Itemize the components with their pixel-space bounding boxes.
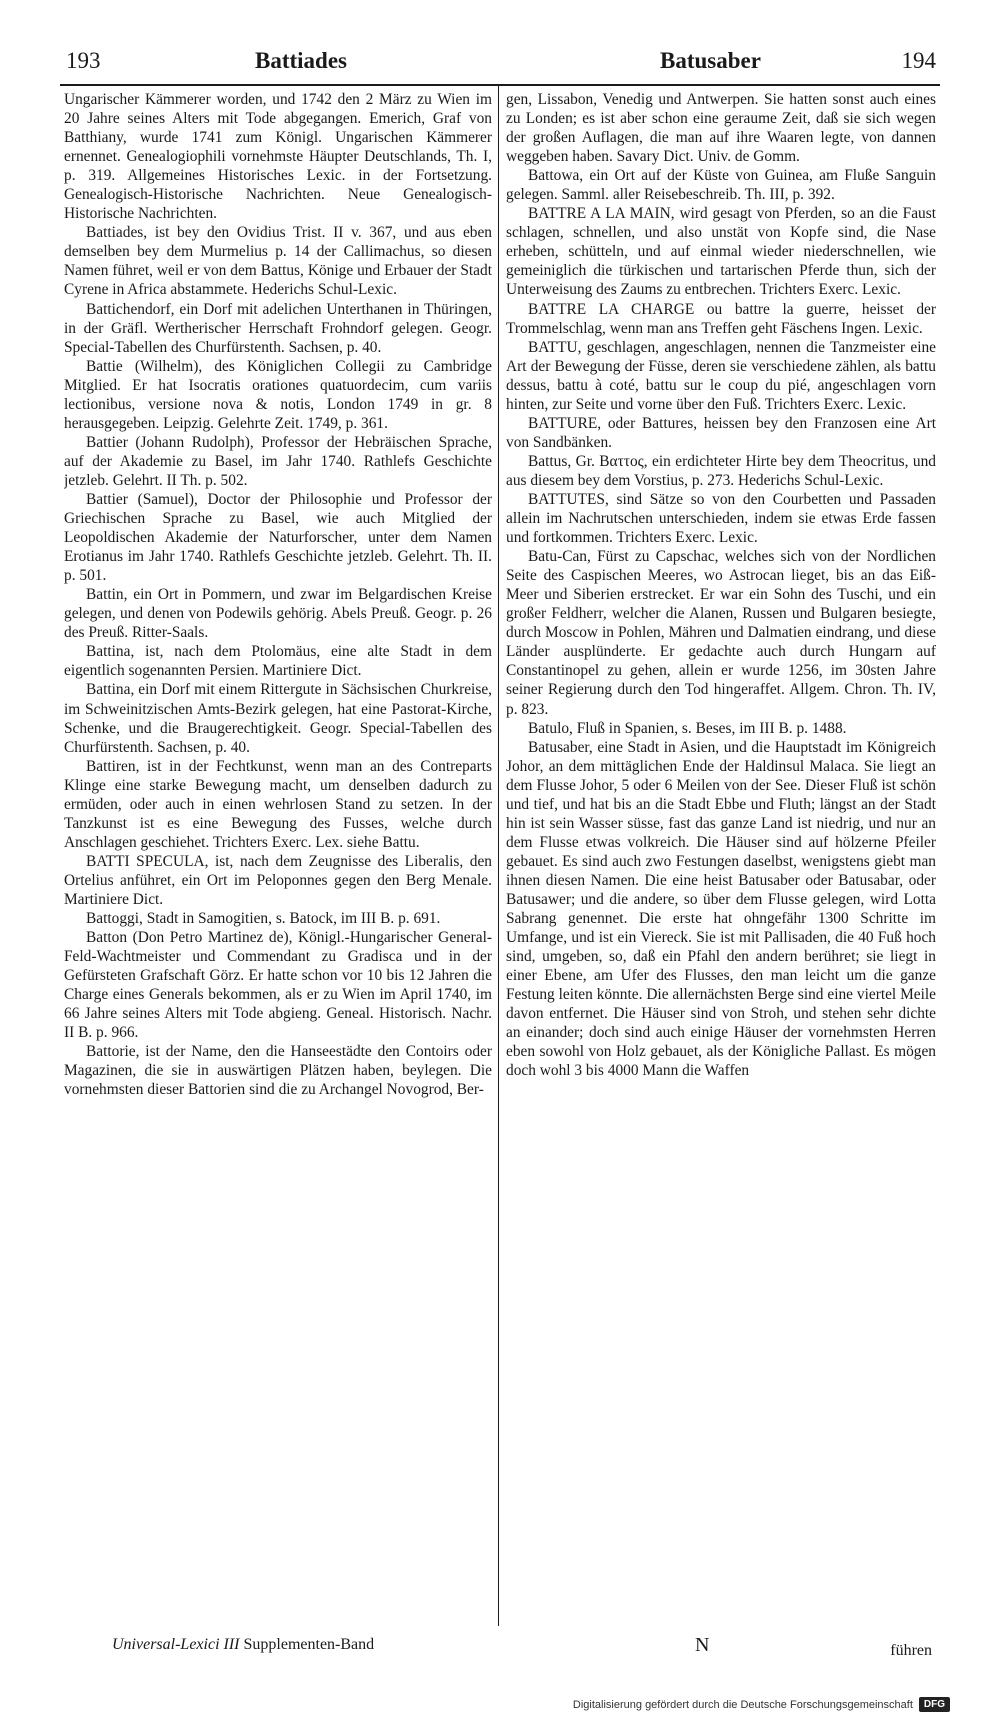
right-column xyxy=(506,90,936,1630)
dictionary-entry: BATTRE A LA MAIN, wird gesagt von Pferden, so an die Faust schlagen, schnellen, und also unstät von Kopfe sind, die Nase erheben, schütteln, und auf einmal wieder niederschnellen, wie gemeiniglich die türkischen und tartarischen Pferde thun, sich der Unterweisung des Zaums zu entbrechen. Trichters Exerc. Lexic. xyxy=(506,205,936,299)
dictionary-entry: Batton (Don Petro Martinez de), Königl.-Hungarischer General-Feld-Wachtmeister und Commendant zu Gradisca und in der Gefürsteten Grafschaft Görz. Er hatte schon vor 10 bis 12 Jahren die Charge eines Generals bekommen, als er zu Wien im April 1740, im 66 Jahre seines Alters mit Tode abgieng. Geneal. Historisch. Nachr. II B. p. 966. xyxy=(64,929,492,1042)
book-page xyxy=(60,40,940,1665)
header-rule xyxy=(60,84,940,86)
dictionary-entry: Battiren, ist in der Fechtkunst, wenn man an des Contreparts Klinge eine starke Bewegung macht, um denselben dadurch zu ermüden, oder auch in einen wehrlosen Stand zu setzen. In der Tanzkunst ist es eine Bewegung des Fusses, welche durch Anschlagen geschiehet. Trichters Exerc. Lex. siehe Battu. xyxy=(64,757,492,851)
page-footer xyxy=(60,1634,940,1664)
dictionary-entry: Battiades, ist bey den Ovidius Trist. II v. 367, und aus eben demselben bey dem Murmelius p. 14 der Callimachus, so diesen Namen führet, weil er von dem Battus, Könige und Erbauer der Stadt Cyrene in Africa abstammete. Hederichs Schul-Lexic. xyxy=(64,224,492,299)
dictionary-entry: Battoggi, Stadt in Samogitien, s. Batock, im III B. p. 691. xyxy=(86,910,441,928)
catchword: führen xyxy=(890,1642,932,1659)
dictionary-entry: Battier (Samuel), Doctor der Philosophie und Professor der Griechischen Sprache zu Basel, wie auch Mitglied der Leopoldischen Akademie der Naturforscher, unter dem Namen Erotianus im Jahr 1740. Rathlefs Geschichte jetzleb. Gelehrt. Th. II. p. 501. xyxy=(64,490,492,585)
signature-mark: N xyxy=(695,1634,710,1656)
page-number-left: 193 xyxy=(66,48,101,73)
dictionary-entry: Battichendorf, ein Dorf mit adelichen Unterthanen in Thüringen, in der Gräfl. Wertherischer Herrschaft Frohndorf gelegen. Geogr. Special-Tabellen des Churfürstenth. Sachsen, p. 40. xyxy=(64,300,492,356)
dictionary-entry: Battie (Wilhelm), des Königlichen Collegii zu Cambridge Mitglied. Er hat Isocratis orationes quatuordecim, cum variis lectionibus, versione nova & notis, London 1749 in gr. 8 herausgegeben. Leipzig. Gelehrte Zeit. 1749, p. 361. xyxy=(64,357,492,432)
dictionary-entry: BATTI SPECULA, ist, nach dem Zeugnisse des Liberalis, den Ortelius anführet, ein Ort im Peloponnes gegen den Berg Menale. Martiniere Dict. xyxy=(64,852,492,908)
dictionary-entry: BATTUTES, sind Sätze so von den Courbetten und Passaden allein im Nachrutschen unterschieden, indem sie etwas Erde fassen und fortkommen. Trichters Exerc. Lexic. xyxy=(506,490,936,547)
dictionary-entry: Batusaber, eine Stadt in Asien, und die Hauptstadt im Königreich Johor, an dem mittäglichen Ende der Haldinsul Malaca. Sie liegt an dem Flusse Johor, 5 oder 6 Meilen von der See. Dieser Fluß ist schön und tief, und hat bis an die Stadt Ebbe und Fluth; längst an der Stadt hin ist sein Wasser süsse, fast das ganze Land ist niedrig, und nur an dem Flusse etwas volkreich. Die Häuser sind auf hölzerne Pfeiler gebauet. Es sind auch zwo Festungen daselbst, wenigstens giebt man ihnen diesen Namen. Die eine heist Batusaber oder Batusabar, oder Batusawer; und die andere, so über dem Flusse gelegen, wird Lotta Sabrang genennet. Die erste hat ohngefähr 1300 Schritte im Umfange, und ist ein Viereck. Sie ist mit Pallisaden, die 40 Fuß hoch sind, umgeben, so, daß ein Pfahl den andern berühret; sie liegt in einer Ebene, am Ufer des Flusses, den man leicht um die ganze Festung leiten könnte. Die allernächsten Berge sind eine viertel Meile davon entfernet. Die Häuser sind von Stroh, und stehen sehr dichte an einander; doch sind auch einige Häuser der vornehmsten Herren eben sowohl von Holz gebauet, als der Königliche Pallast. Es mögen doch wohl 3 bis 4000 Mann die Waffen xyxy=(506,738,936,1080)
running-title-left: Battiades xyxy=(255,48,347,73)
dictionary-entry: Batu-Can, Fürst zu Capschac, welches sich von der Nordlichen Seite des Caspischen Meeres, wo Astrocan lieget, bis an das Eiß-Meer und Siberien erstrecket. Er war ein Sohn des Tuschi, und ein großer Feldherr, welcher die Alanen, Russen und Bulgaren besiegte, durch Moscow in Pohlen, Mähren und Dalmatien eindrang, und diese Länder ausplünderte. Er gedachte auch durch Hungarn auf Constantinopel zu gehen, allein er wurde 1256, im 30sten Jahre seiner Regierung durch den Tod hingeraffet. Allgem. Chron. Th. IV, p. 823. xyxy=(506,548,936,718)
dictionary-entry: Battin, ein Ort in Pommern, und zwar im Belgardischen Kreise gelegen, und denen von Podewils gehörig. Abels Preuß. Geogr. p. 26 des Preuß. Ritter-Saals. xyxy=(64,586,492,642)
column-divider xyxy=(498,86,499,1626)
dictionary-entry: Battina, ein Dorf mit einem Rittergute in Sächsischen Churkreise, im Schweinitzischen Amts-Bezirk gelegen, hat eine Pastorat-Kirche, Schenke, und die Braugerechtigkeit. Geogr. Special-Tabellen des Churfürstenth. Sachsen, p. 40. xyxy=(64,681,492,756)
dictionary-entry: Battier (Johann Rudolph), Professor der Hebräischen Sprache, auf der Akademie zu Basel, im Jahr 1740. Rathlefs Geschichte jetzleb. Gelehrt. II Th. p. 502. xyxy=(64,433,492,489)
dictionary-entry: gen, Lissabon, Venedig und Antwerpen. Sie hatten sonst auch eines zu Londen; es ist aber schon eine geraume Zeit, daß sie sich wegen der großen Auflagen, die man auf ihre Waaren legte, von dannen weggeben haben. Savary Dict. Univ. de Gomm. xyxy=(506,91,936,166)
footer-book-title-rest: Supplementen-Band xyxy=(239,1636,375,1653)
dictionary-entry: Battina, ist, nach dem Ptolomäus, eine alte Stadt in dem eigentlich sogenannten Persien. Martiniere Dict. xyxy=(64,643,492,680)
dictionary-entry: BATTURE, oder Battures, heissen bey den Franzosen eine Art von Sandbänken. xyxy=(506,414,936,451)
page-number-right: 194 xyxy=(901,48,936,73)
dictionary-entry: Battorie, ist der Name, den die Hanseestädte den Contoirs oder Magazinen, die sie in auswärtigen Plätzen haben, beylegen. Die vornehmsten dieser Battorien sind die zu Archangel Novogrod, Ber- xyxy=(64,1043,492,1099)
dictionary-entry: BATTU, geschlagen, angeschlagen, nennen die Tanzmeister eine Art der Bewegung der Füsse, deren sie verschiedene zählen, als battu dessus, battu à coté, battu sur le coup du pié, angeschlagen vorn hinten, zur Seite und vorne über den Fuß. Trichters Exerc. Lexic. xyxy=(506,338,936,413)
running-title-right: Batusaber xyxy=(660,48,761,73)
dictionary-entry: Batulo, Fluß in Spanien, s. Beses, im III B. p. 1488. xyxy=(528,719,847,737)
credit-text: Digitalisierung gefördert durch die Deutsche Forschungsgemeinschaft xyxy=(572,1698,913,1711)
dfg-logo-icon: DFG xyxy=(919,1697,950,1712)
dictionary-entry: Battowa, ein Ort auf der Küste von Guinea, am Fluße Sanguin gelegen. Samml. aller Reisebeschreib. Th. III, p. 392. xyxy=(506,167,936,204)
footer-book-title xyxy=(112,1636,374,1654)
dictionary-entry: Battus, Gr. Βαττος, ein erdichteter Hirte bey dem Theocritus, und aus diesem bey dem Vorstius, p. 273. Hederichs Schul-Lexic. xyxy=(506,452,936,489)
footer-book-title-italic: Universal-Lexici III xyxy=(112,1636,240,1653)
dictionary-entry: Ungarischer Kämmerer worden, und 1742 den 2 März zu Wien im 20 Jahre seines Alters mit Tode abgegangen. Emerich, Graf von Batthiany, wurde 1741 zum Königl. Ungarischen Kämmerer ernennet. Genealogiophili vornehmste Häupter Deutschlands, Th. I, p. 319. Allgemeines Historisches Lexic. in der Fortsetzung. Genealogisch-Historische Nachrichten. Neue Genealogisch-Historische Nachrichten. xyxy=(64,91,492,223)
left-column xyxy=(64,90,492,1630)
digitization-credit xyxy=(573,1697,950,1712)
dictionary-entry: BATTRE LA CHARGE ou battre la guerre, heisset der Trommelschlag, wenn man ans Treffen geht Fäschens Ingen. Lexic. xyxy=(506,300,936,337)
running-header xyxy=(60,40,940,80)
